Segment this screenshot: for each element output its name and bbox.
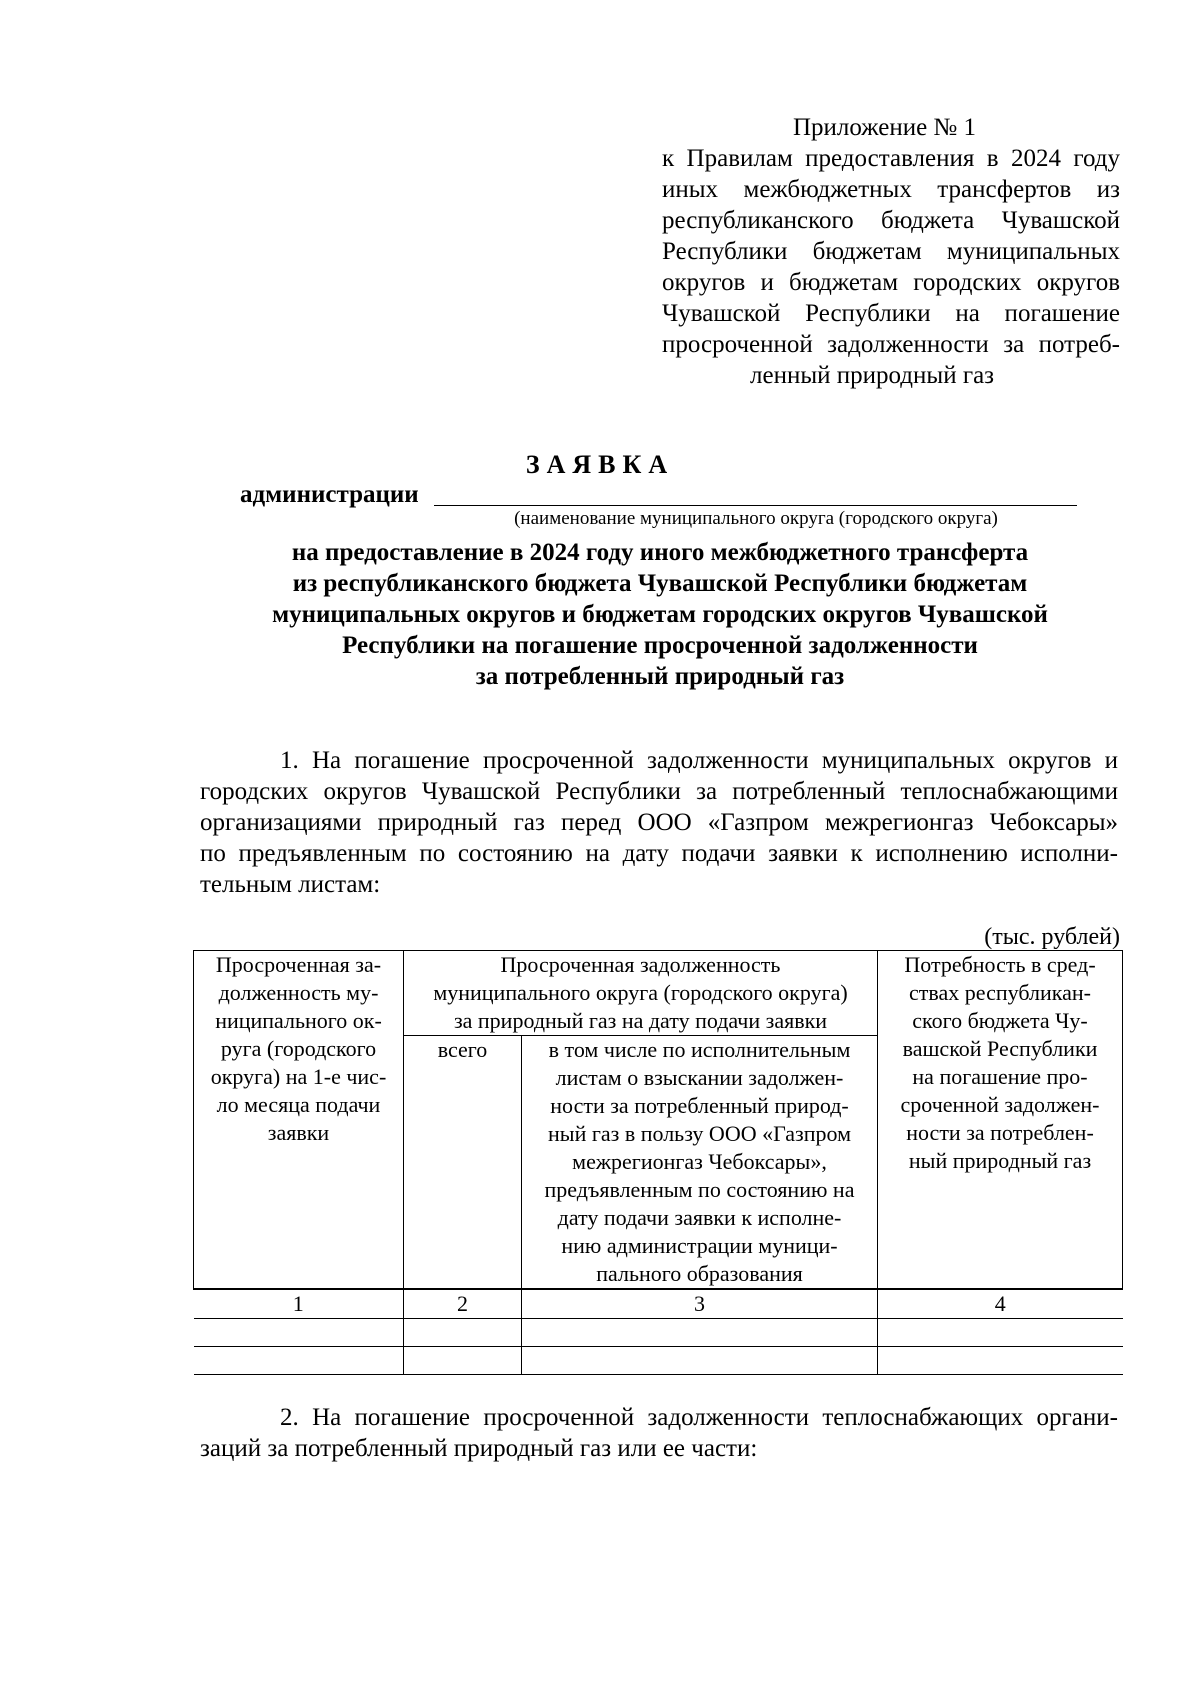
appendix-block <box>662 112 1120 391</box>
section-1-paragraph <box>200 745 1118 900</box>
document-subtitle <box>230 537 1090 692</box>
paragraph-line: 2. На погашение просроченной задолженности теплоснабжающих органи- <box>280 1404 1118 1431</box>
table-cell[interactable] <box>522 1347 878 1375</box>
col4-header: Потребность в сред- ствах республикан- ского бюджета Чу- вашской Республики на погашение про- сроченной задолжен- ности за потреблен- ный природный газ <box>878 951 1123 1290</box>
column-number: 3 <box>522 1289 878 1319</box>
subtitle-line: на предоставление в 2024 году иного межбюджетного трансферта <box>291 539 1029 566</box>
subtitle-line: Республики на погашение просроченной задолженности <box>342 632 978 659</box>
table-cell[interactable] <box>878 1319 1123 1347</box>
subtitle-line: муниципальных округов и бюджетам городских округов Чувашской <box>272 601 1048 628</box>
appendix-line: республиканского бюджета Чувашской <box>662 207 1120 234</box>
debt-table <box>193 950 1123 1375</box>
col1-header: Просроченная за- долженность му- ниципального ок- руга (городского округа) на 1-е чис- ло месяца подачи заявки <box>194 951 404 1290</box>
paragraph-line: заций за потребленный природный газ или ее части: <box>200 1435 758 1462</box>
column-number: 1 <box>194 1289 404 1319</box>
table-cell[interactable] <box>404 1347 522 1375</box>
paragraph-line: городских округов Чувашской Республики за потребленный теплоснабжающими <box>200 778 1118 805</box>
table-units: (тыс. рублей) <box>984 924 1120 950</box>
table-cell[interactable] <box>194 1319 404 1347</box>
appendix-line: округов и бюджетам городских округов <box>662 269 1120 296</box>
table-cell[interactable] <box>404 1319 522 1347</box>
admin-hint: (наименование муниципального округа (городского округа) <box>514 508 998 529</box>
appendix-line: иных межбюджетных трансфертов из <box>662 176 1120 203</box>
appendix-title: Приложение № 1 <box>793 114 977 141</box>
admin-name-field[interactable] <box>434 505 1077 506</box>
column-number: 2 <box>404 1289 522 1319</box>
section-2-paragraph <box>200 1402 1118 1464</box>
appendix-line: ленный природный газ <box>750 362 995 389</box>
table-cell[interactable] <box>194 1347 404 1375</box>
appendix-line: Чувашской Республики на погашение <box>662 300 1120 327</box>
paragraph-line: тельным листам: <box>200 871 381 898</box>
appendix-line: просроченной задолженности за потреб- <box>662 331 1120 358</box>
admin-label: администрации <box>240 481 419 508</box>
paragraph-line: организациями природный газ перед ООО «Газпром межрегионгаз Чебоксары» <box>200 809 1118 836</box>
appendix-line: Республики бюджетам муниципальных <box>662 238 1120 265</box>
col3-header: в том числе по исполнительным листам о взыскании задолжен- ности за потребленный природ- ный газ в пользу ООО «Газпром межрегионгаз Чебоксары», предъявленным по состоянию на дату подачи заявки к исполне- нию администрации муници- пального образования <box>522 1036 878 1290</box>
table-cell[interactable] <box>522 1319 878 1347</box>
column-number: 4 <box>878 1289 1123 1319</box>
paragraph-line: по предъявленным по состоянию на дату подачи заявки к исполнению исполни- <box>200 840 1118 867</box>
document-title: ЗАЯВКА <box>525 450 675 479</box>
col2-header: всего <box>404 1036 522 1290</box>
appendix-line: к Правилам предоставления в 2024 году <box>662 145 1120 172</box>
subtitle-line: за потребленный природный газ <box>475 663 845 690</box>
group-header: Просроченная задолженность муниципального округа (городского округа) за природный газ на дату подачи заявки <box>404 951 878 1036</box>
table-cell[interactable] <box>878 1347 1123 1375</box>
subtitle-line: из республиканского бюджета Чувашской Республики бюджетам <box>292 570 1028 597</box>
paragraph-line: 1. На погашение просроченной задолженности муниципальных округов и <box>280 747 1118 774</box>
